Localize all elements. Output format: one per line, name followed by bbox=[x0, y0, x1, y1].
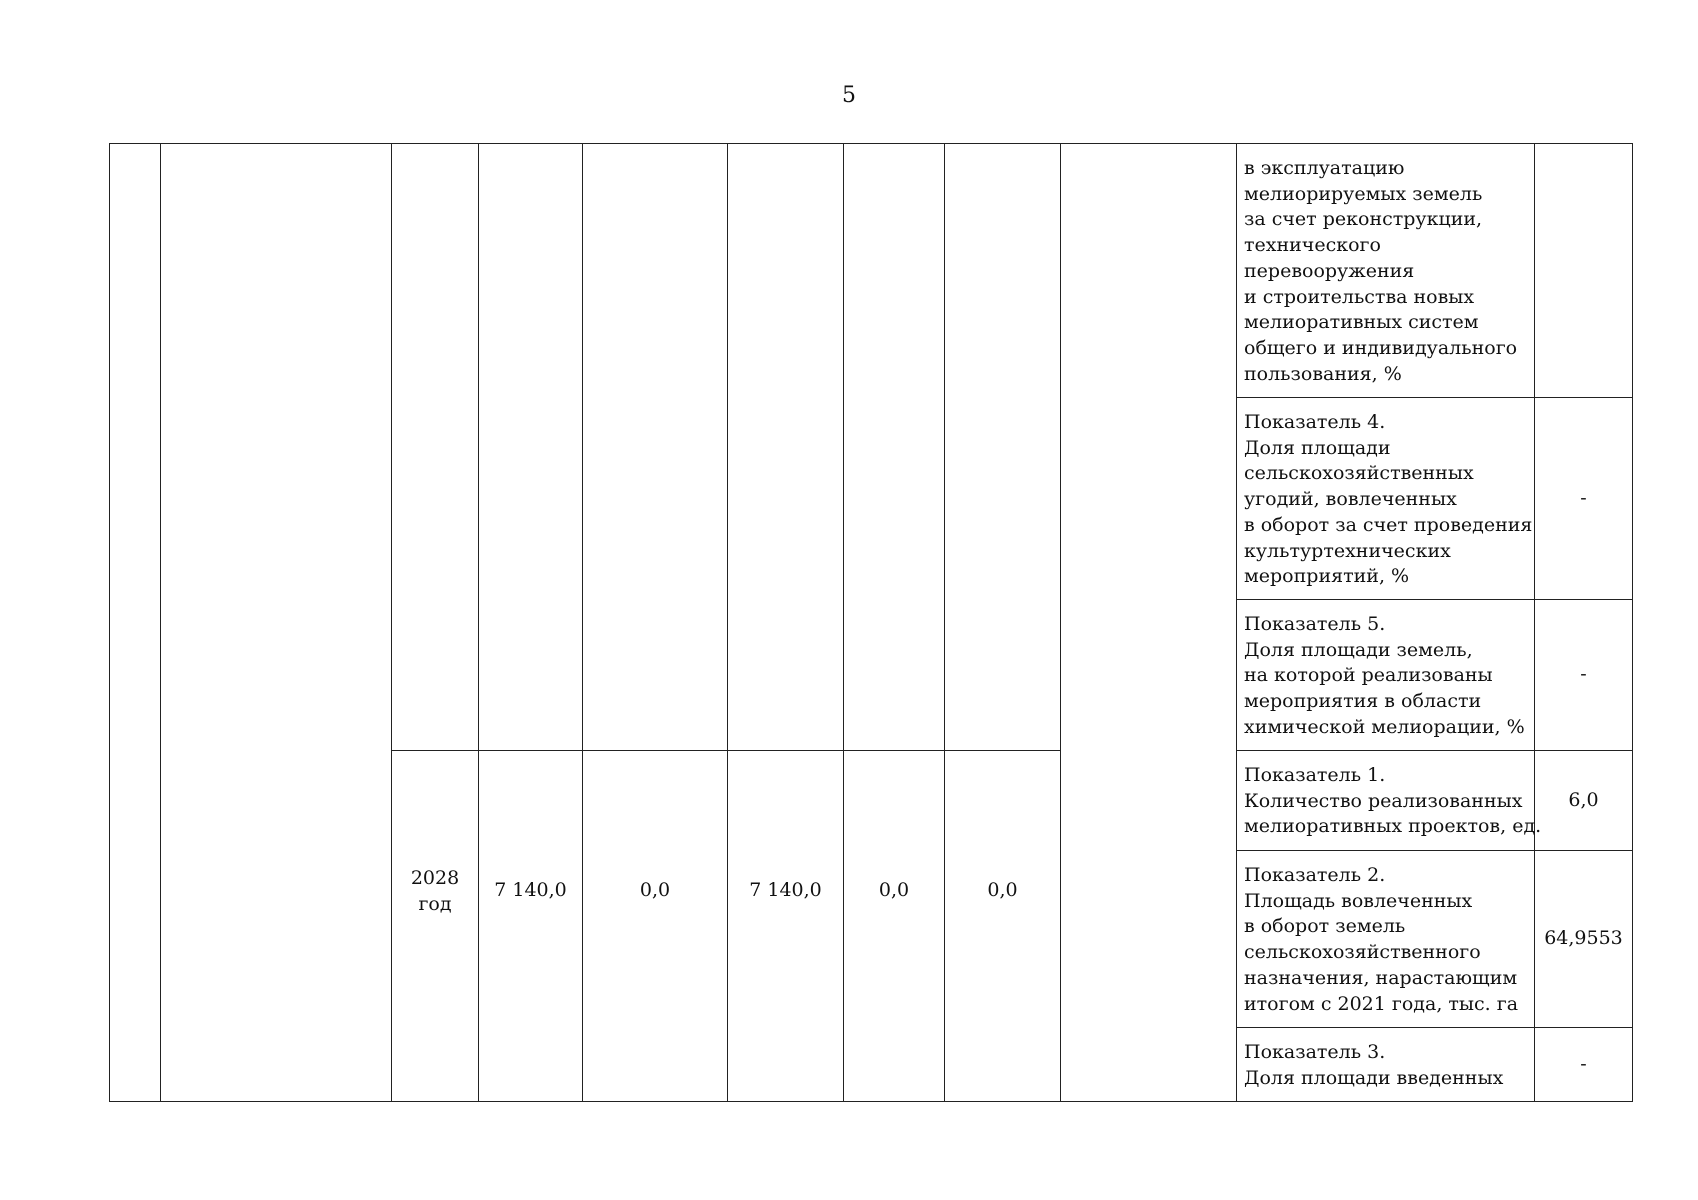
indicator-value: 64,9553 bbox=[1535, 851, 1633, 1028]
local-cell-prev bbox=[844, 144, 945, 751]
name-cell bbox=[161, 144, 392, 1102]
executor-cell bbox=[1061, 144, 1237, 1102]
total-cell-prev bbox=[479, 144, 583, 751]
program-table bbox=[109, 143, 1633, 1102]
indicator-cell: в эксплуатацию мелиорируемых земель за счет реконструкции, технического перевооружения и строительства новых мелиоративных систем общего и индивидуального пользования, % bbox=[1237, 144, 1535, 398]
page-number: 5 bbox=[842, 83, 856, 108]
indicator-cell: Показатель 3. Доля площади введенных bbox=[1237, 1028, 1535, 1102]
regional-value: 7 140,0 bbox=[728, 751, 844, 1102]
federal-cell-prev bbox=[583, 144, 728, 751]
indicator-value bbox=[1535, 144, 1633, 398]
indicator-value: 6,0 bbox=[1535, 751, 1633, 851]
local-value: 0,0 bbox=[844, 751, 945, 1102]
indicator-cell: Показатель 4. Доля площади сельскохозяйственных угодий, вовлеченных в оборот за счет проведения культуртехнических мероприятий, % bbox=[1237, 398, 1535, 600]
regional-cell-prev bbox=[728, 144, 844, 751]
year-cell: 2028 год bbox=[392, 751, 479, 1102]
indicator-value: - bbox=[1535, 600, 1633, 751]
indicator-value: - bbox=[1535, 1028, 1633, 1102]
number-cell bbox=[110, 144, 161, 1102]
indicator-cell: Показатель 5. Доля площади земель, на которой реализованы мероприятия в области химической мелиорации, % bbox=[1237, 600, 1535, 751]
year-cell-prev bbox=[392, 144, 479, 751]
federal-value: 0,0 bbox=[583, 751, 728, 1102]
indicator-cell: Показатель 2. Площадь вовлеченных в оборот земель сельскохозяйственного назначения, нарастающим итогом с 2021 года, тыс. га bbox=[1237, 851, 1535, 1028]
indicator-cell: Показатель 1. Количество реализованных мелиоративных проектов, ед. bbox=[1237, 751, 1535, 851]
total-value: 7 140,0 bbox=[479, 751, 583, 1102]
indicator-value: - bbox=[1535, 398, 1633, 600]
other-value: 0,0 bbox=[945, 751, 1061, 1102]
other-cell-prev bbox=[945, 144, 1061, 751]
table-row bbox=[110, 144, 1633, 398]
